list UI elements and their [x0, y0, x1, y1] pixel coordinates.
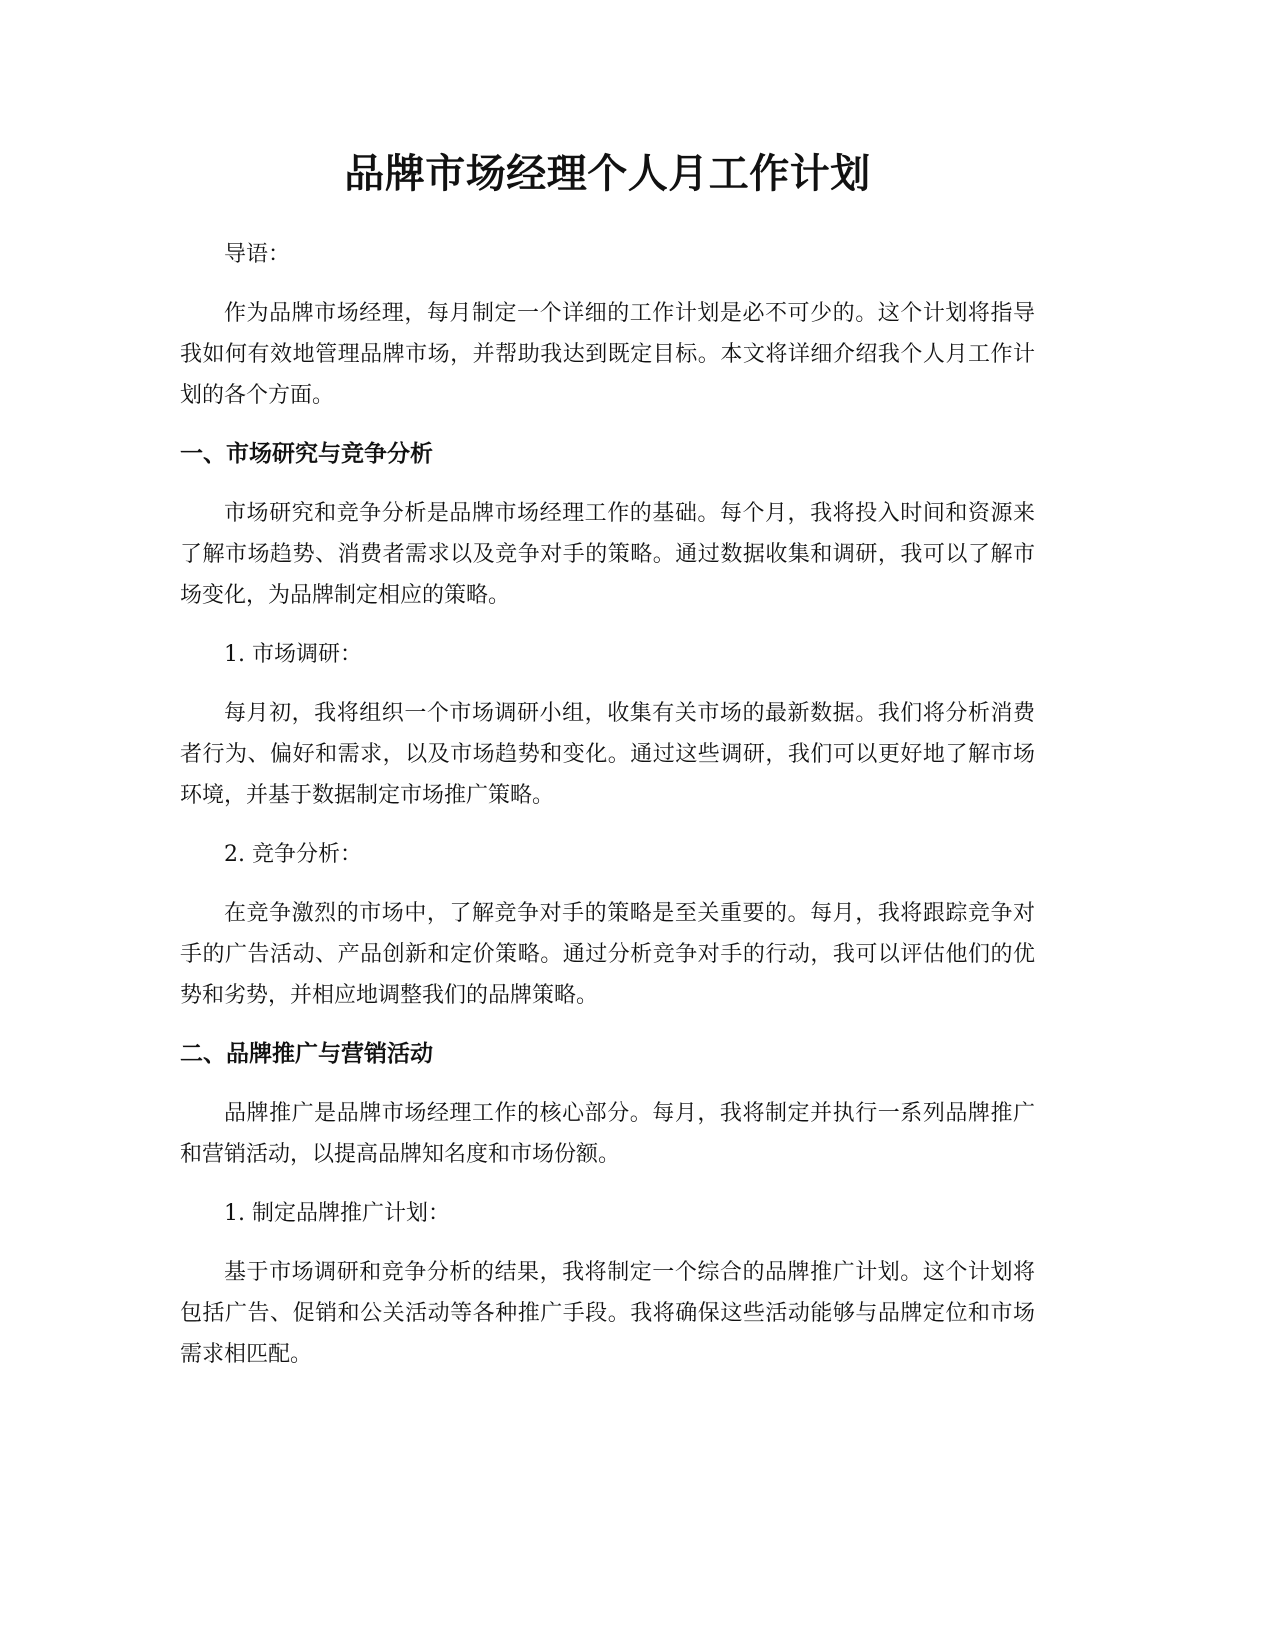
section-1-item-2-paragraph: 在竞争激烈的市场中，了解竞争对手的策略是至关重要的。每月，我将跟踪竞争对手的广告活动、产品创新和定价策略。通过分析竞争对手的行动，我可以评估他们的优势和劣势，并相应地调整我们的品牌策略。	[180, 901, 1035, 1008]
section-1-paragraph: 市场研究和竞争分析是品牌市场经理工作的基础。每个月，我将投入时间和资源来了解市场趋势、消费者需求以及竞争对手的策略。通过数据收集和调研，我可以了解市场变化，为品牌制定相应的策略。	[180, 501, 1035, 608]
section-1-item-1-paragraph: 每月初，我将组织一个市场调研小组，收集有关市场的最新数据。我们将分析消费者行为、偏好和需求，以及市场趋势和变化。通过这些调研，我们可以更好地了解市场环境，并基于数据制定市场推广策略。	[180, 701, 1035, 808]
section-2-item-1-label: 1. 制定品牌推广计划：	[224, 1201, 450, 1226]
section-1-item-1-label: 1. 市场调研：	[224, 642, 362, 667]
section-1-heading: 一、市场研究与竞争分析	[180, 441, 433, 467]
document-page	[180, 148, 1035, 1393]
section-2-heading: 二、品牌推广与营销活动	[180, 1041, 433, 1067]
section-2-paragraph: 品牌推广是品牌市场经理工作的核心部分。每月，我将制定并执行一系列品牌推广和营销活动，以提高品牌知名度和市场份额。	[180, 1101, 1035, 1167]
intro-paragraph: 作为品牌市场经理，每月制定一个详细的工作计划是必不可少的。这个计划将指导我如何有效地管理品牌市场，并帮助我达到既定目标。本文将详细介绍我个人月工作计划的各个方面。	[180, 301, 1035, 408]
document-title: 品牌市场经理个人月工作计划	[344, 151, 871, 197]
intro-label: 导语：	[224, 242, 291, 267]
section-2-item-1-paragraph: 基于市场调研和竞争分析的结果，我将制定一个综合的品牌推广计划。这个计划将包括广告、促销和公关活动等各种推广手段。我将确保这些活动能够与品牌定位和市场需求相匹配。	[180, 1260, 1035, 1367]
section-1-item-2-label: 2. 竞争分析：	[224, 842, 362, 867]
